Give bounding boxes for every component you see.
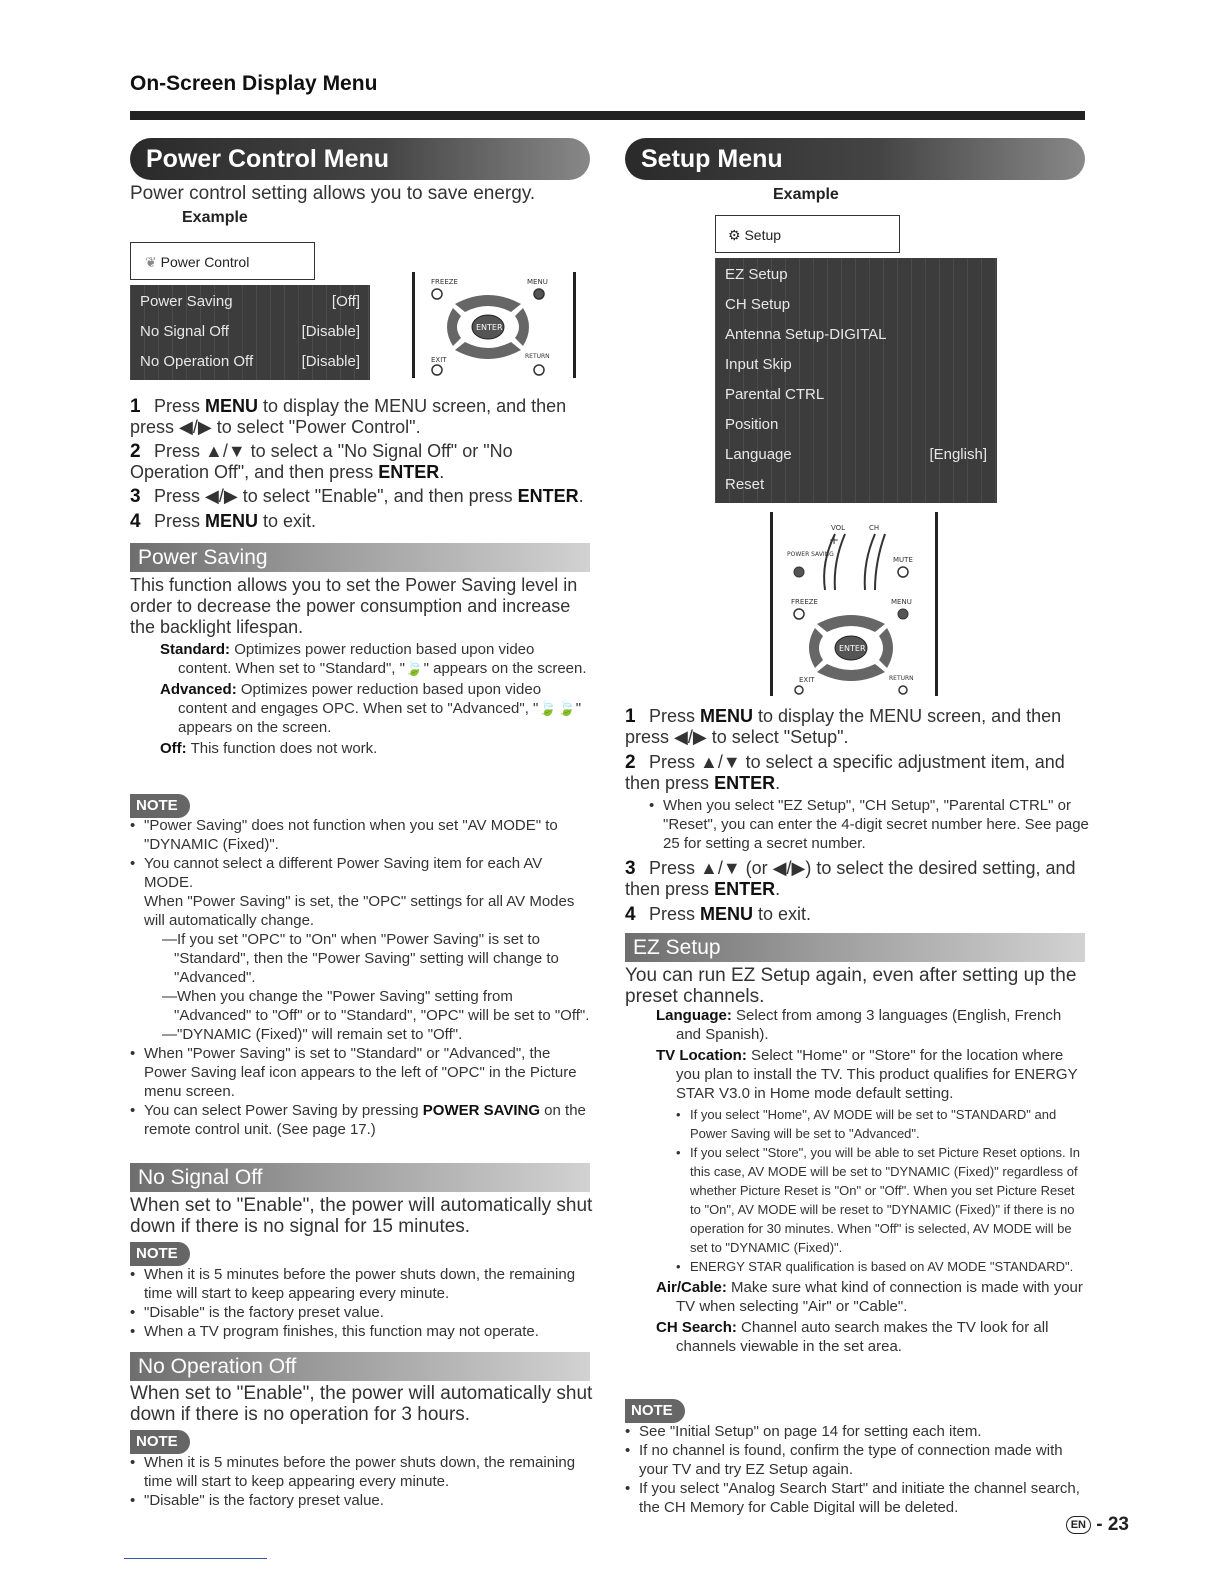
no-operation-off-intro: When set to "Enable", the power will automatically shut down if there is no operation for 3 hours. xyxy=(130,1383,593,1425)
return-label: RETURN xyxy=(525,353,550,360)
osd-row[interactable]: Parental CTRL xyxy=(725,386,825,403)
osd-row[interactable]: Language [English] xyxy=(725,446,987,463)
power-saving-notes: • "Power Saving" does not function when you set "AV MODE" to "DYNAMIC (Fixed)". • You cannot select a different Power Saving item for each AV MODE. When "Power Saving" is set, the "OPC" settings for all AV Modes will automatically change. —If you set "OPC" to "On" when "Power Saving" is set to "Standard", then the "Power Saving" setting will change to "Advanced". —When you change the "Power Saving" setting from "Advanced" to "Off" or to "Standard", "OPC" will be set to "Off". —"DYNAMIC (Fixed)" will remain set to "Off". • When "Power Saving" is set to "Standard" or "Advanced", the Power Saving leaf icon appears to the left of "OPC" in the Picture menu screen. • You can select Power Saving by pressing POWER SAVING on the remote control unit. (See page 17.) xyxy=(130,816,590,1139)
power-saving-options: Standard: Optimizes power reduction based upon video content. When set to "Standard", "🍃" appears on the screen. Advanced: Optimizes power reduction based upon video content and engages OPC. When set to "Advanced", "🍃🍃" appears on the screen. Off: This function does not work. xyxy=(160,641,587,757)
note-badge: NOTE xyxy=(130,1430,190,1454)
return-label: RETURN xyxy=(889,675,914,682)
left-steps xyxy=(130,396,595,532)
menu-label: MENU xyxy=(891,598,912,606)
remote-buttons-svg xyxy=(773,512,935,696)
osd-row[interactable]: Antenna Setup-DIGITAL xyxy=(725,326,887,343)
power-saving-label: POWER SAVING xyxy=(787,551,834,558)
enter-label: ENTER xyxy=(839,644,866,653)
step-2-note: • When you select "EZ Setup", "CH Setup", "Parental CTRL" or "Reset", you can enter the 4-digit secret number here. See page 25 for setting a secret number. xyxy=(625,796,1090,853)
no-operation-off-notes: • When it is 5 minutes before the power shuts down, the remaining time will start to keep appearing every minute. • "Disable" is the factory preset value. xyxy=(130,1453,590,1510)
vol-label: VOL xyxy=(831,524,846,532)
setup-menu-header xyxy=(715,215,900,253)
osd-row[interactable]: Reset xyxy=(725,476,765,493)
power-control-menu-title: Power Control Menu xyxy=(130,138,590,180)
step-1: 1 Press MENU to display the MENU screen, and then press ◀/▶ to select "Setup". xyxy=(625,706,1062,747)
right-steps xyxy=(625,706,1090,925)
setup-menu-title: Setup Menu xyxy=(625,138,1085,180)
enter-label: ENTER xyxy=(476,323,503,332)
menu-header-label: Power Control xyxy=(160,254,250,270)
osd-row[interactable]: No Signal Off [Disable] xyxy=(140,323,360,340)
ch-label: CH xyxy=(869,524,880,532)
ez-setup-options: Language: Select from among 3 languages (English, French and Spanish). TV Location: Select "Home" or "Store" for the location where you plan to install the TV. This product qualifies for ENERGY STAR V3.0 in Home mode default setting. • If you select "Home", AV MODE will be set to "STANDARD" and Power Saving will be set to "Advanced". • If you select "Store", you will be able to set Picture Reset options. In this case, AV MODE will be set to "DYNAMIC (Fixed)" regardless of whether Picture Reset is "On" or "Off". When you set Picture Reset to "On", AV MODE will be reset to "DYNAMIC (Fixed)" if there is no operation for 30 minutes. When "Off" is selected, AV MODE will be set to "DYNAMIC (Fixed)". • ENERGY STAR qualification is based on AV MODE "STANDARD". Air/Cable: Make sure what kind of connection is made with your TV when selecting "Air" or "Cable". CH Search: Channel auto search makes the TV look for all channels viewable in the set area. xyxy=(656,1006,1086,1356)
osd-row[interactable]: Power Saving [Off] xyxy=(140,293,360,310)
step-4: 4 Press MENU to exit. xyxy=(625,904,812,925)
osd-row[interactable]: Input Skip xyxy=(725,356,792,373)
no-signal-off-notes: • When it is 5 minutes before the power shuts down, the remaining time will start to keep appearing every minute. • "Disable" is the factory preset value. • When a TV program finishes, this function may not operate. xyxy=(130,1265,590,1341)
leaf-icon: ❦ xyxy=(145,254,157,270)
footer-rule xyxy=(124,1558,267,1559)
step-3: 3 Press ◀/▶ to select "Enable", and then press ENTER. xyxy=(130,486,584,507)
note-badge: NOTE xyxy=(130,1242,190,1266)
power-control-intro: Power control setting allows you to save energy. xyxy=(130,183,536,204)
mute-label: MUTE xyxy=(893,556,913,564)
exit-label: EXIT xyxy=(799,676,815,684)
remote-illustration xyxy=(412,272,576,378)
exit-label: EXIT xyxy=(431,356,447,364)
power-saving-intro: This function allows you to set the Power Saving level in order to decrease the power consumption and increase the backlight lifespan. xyxy=(130,575,578,637)
osd-row[interactable]: EZ Setup xyxy=(725,266,788,283)
osd-row[interactable]: CH Setup xyxy=(725,296,791,313)
note-badge: NOTE xyxy=(625,1399,685,1423)
menu-header-label: Setup xyxy=(744,227,782,243)
freeze-label: FREEZE xyxy=(431,278,458,286)
power-control-osd xyxy=(130,285,370,380)
svg-text:+: + xyxy=(829,533,840,547)
remote-illustration xyxy=(770,512,938,696)
note-badge: NOTE xyxy=(130,794,190,818)
osd-row[interactable]: Position xyxy=(725,416,779,433)
step-3: 3 Press ▲/▼ (or ◀/▶) to select the desired setting, and then press ENTER. xyxy=(625,858,1076,899)
power-saving-title: Power Saving xyxy=(130,543,590,572)
no-signal-off-title: No Signal Off xyxy=(130,1163,590,1192)
setup-icon: ⚙ xyxy=(728,227,741,243)
step-2: 2 Press ▲/▼ to select a "No Signal Off" or "No Operation Off", and then press ENTER. xyxy=(130,441,513,482)
example-label: Example xyxy=(182,209,248,226)
freeze-label: FREEZE xyxy=(791,598,818,606)
page-header-title: On-Screen Display Menu xyxy=(130,72,378,95)
setup-osd xyxy=(715,258,997,503)
step-1: 1 Press MENU to display the MENU screen, and then press ◀/▶ to select "Power Control". xyxy=(130,396,567,437)
header-rule xyxy=(130,111,1085,120)
step-2: 2 Press ▲/▼ to select a specific adjustment item, and then press ENTER. xyxy=(625,752,1065,793)
ez-setup-intro: You can run EZ Setup again, even after setting up the preset channels. xyxy=(625,965,1077,1007)
ez-setup-title: EZ Setup xyxy=(625,933,1085,962)
ez-setup-notes: • See "Initial Setup" on page 14 for setting each item. • If no channel is found, confirm the type of connection made with your TV and try EZ Setup again. • If you select "Analog Search Start" and initiate the channel search, the CH Memory for Cable Digital will be deleted. xyxy=(625,1422,1085,1517)
example-label: Example xyxy=(773,186,839,203)
osd-row[interactable]: No Operation Off [Disable] xyxy=(140,353,360,370)
language-badge: EN xyxy=(1066,1516,1091,1534)
menu-label: MENU xyxy=(527,278,548,286)
page-number xyxy=(1066,1514,1129,1536)
page-number-text: - 23 xyxy=(1096,1514,1129,1535)
no-operation-off-title: No Operation Off xyxy=(130,1352,590,1381)
no-signal-off-intro: When set to "Enable", the power will automatically shut down if there is no signal for 15 minutes. xyxy=(130,1195,593,1237)
power-control-menu-header xyxy=(130,242,315,280)
remote-buttons-svg xyxy=(415,272,573,378)
step-4: 4 Press MENU to exit. xyxy=(130,511,317,532)
